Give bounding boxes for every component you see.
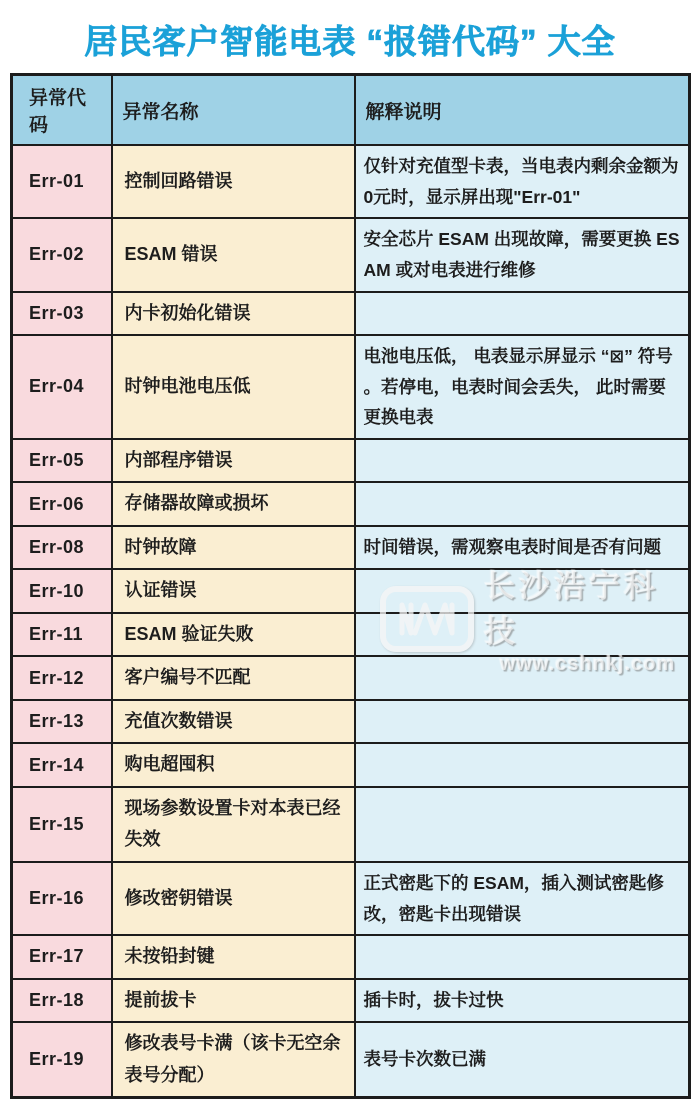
table-row xyxy=(12,979,690,1023)
table-row xyxy=(12,145,690,218)
cell-code: Err-11 xyxy=(12,613,112,657)
cell-desc xyxy=(355,700,690,744)
table-row xyxy=(12,335,690,439)
cell-code: Err-03 xyxy=(12,292,112,336)
watermark-company: 长沙浩宁科技 xyxy=(484,569,659,649)
cell-name: 修改密钥错误 xyxy=(112,862,355,935)
cell-code: Err-05 xyxy=(12,439,112,483)
cell-code: Err-04 xyxy=(12,335,112,439)
page-title: 居民客户智能电表 “报错代码” 大全 xyxy=(84,23,616,60)
cell-desc: 表号卡次数已满 xyxy=(355,1022,690,1098)
error-table xyxy=(10,73,691,1099)
cell-name: 内部程序错误 xyxy=(112,439,355,483)
table-row xyxy=(12,613,690,657)
header-error-code: 异常代码 xyxy=(12,75,112,146)
cell-code: Err-06 xyxy=(12,482,112,526)
header-explanation: 解释说明 xyxy=(355,75,690,146)
cell-desc xyxy=(355,613,690,657)
cell-code: Err-01 xyxy=(12,145,112,218)
cell-desc xyxy=(355,656,690,700)
table-row xyxy=(12,935,690,979)
cell-code: Err-13 xyxy=(12,700,112,744)
cell-code: Err-19 xyxy=(12,1022,112,1098)
cell-code: Err-10 xyxy=(12,569,112,613)
cell-code: Err-18 xyxy=(12,979,112,1023)
cell-desc: 插卡时，拔卡过快 xyxy=(355,979,690,1023)
cell-code: Err-12 xyxy=(12,656,112,700)
cell-name: 现场参数设置卡对本表已经失效 xyxy=(112,787,355,862)
table-row xyxy=(12,482,690,526)
cell-name: 存储器故障或损坏 xyxy=(112,482,355,526)
cell-desc xyxy=(355,482,690,526)
cell-code: Err-17 xyxy=(12,935,112,979)
cell-desc xyxy=(355,569,690,613)
cell-desc: 安全芯片 ESAM 出现故障，需要更换 ESAM 或对电表进行维修 xyxy=(355,218,690,291)
table-row xyxy=(12,700,690,744)
table-row xyxy=(12,439,690,483)
error-code-table xyxy=(10,73,691,1085)
table-row xyxy=(12,292,690,336)
cell-desc: 仅针对充值型卡表，当电表内剩余金额为0元时，显示屏出现"Err-01" xyxy=(355,145,690,218)
table-row xyxy=(12,743,690,787)
table-row xyxy=(12,526,690,570)
cell-name: 修改表号卡满（该卡无空余表号分配） xyxy=(112,1022,355,1098)
cell-desc xyxy=(355,787,690,862)
table-row xyxy=(12,1022,690,1098)
cell-code: Err-15 xyxy=(12,787,112,862)
cell-name: 未按铅封键 xyxy=(112,935,355,979)
cell-name: 时钟故障 xyxy=(112,526,355,570)
cell-desc xyxy=(355,935,690,979)
table-row xyxy=(12,656,690,700)
cell-name: 充值次数错误 xyxy=(112,700,355,744)
cell-desc: 时间错误，需观察电表时间是否有问题 xyxy=(355,526,690,570)
cell-desc: 电池电压低， 电表显示屏显示 “⊠” 符号 。若停电，电表时间会丢失， 此时需要更换电表 xyxy=(355,335,690,439)
header-row xyxy=(12,75,690,146)
cell-name: 时钟电池电压低 xyxy=(112,335,355,439)
cell-name: 购电超囤积 xyxy=(112,743,355,787)
cell-name: 客户编号不匹配 xyxy=(112,656,355,700)
table-row xyxy=(12,862,690,935)
cell-name: 内卡初始化错误 xyxy=(112,292,355,336)
cell-code: Err-16 xyxy=(12,862,112,935)
cell-name: 认证错误 xyxy=(112,569,355,613)
cell-desc xyxy=(355,743,690,787)
cell-name: 提前拔卡 xyxy=(112,979,355,1023)
table-row xyxy=(12,218,690,291)
cell-desc xyxy=(355,439,690,483)
cell-desc: 正式密匙下的 ESAM，插入测试密匙修改，密匙卡出现错误 xyxy=(355,862,690,935)
cell-name: 控制回路错误 xyxy=(112,145,355,218)
header-error-name: 异常名称 xyxy=(112,75,355,146)
table-row xyxy=(12,787,690,862)
cell-name: ESAM 验证失败 xyxy=(112,613,355,657)
table-header xyxy=(12,75,690,146)
cell-code: Err-14 xyxy=(12,743,112,787)
table-row xyxy=(12,569,690,613)
watermark-url: www.cshnkj.com xyxy=(499,653,676,675)
cell-code: Err-08 xyxy=(12,526,112,570)
table-body xyxy=(12,145,690,1098)
cell-code: Err-02 xyxy=(12,218,112,291)
cell-name: ESAM 错误 xyxy=(112,218,355,291)
cell-desc xyxy=(355,292,690,336)
